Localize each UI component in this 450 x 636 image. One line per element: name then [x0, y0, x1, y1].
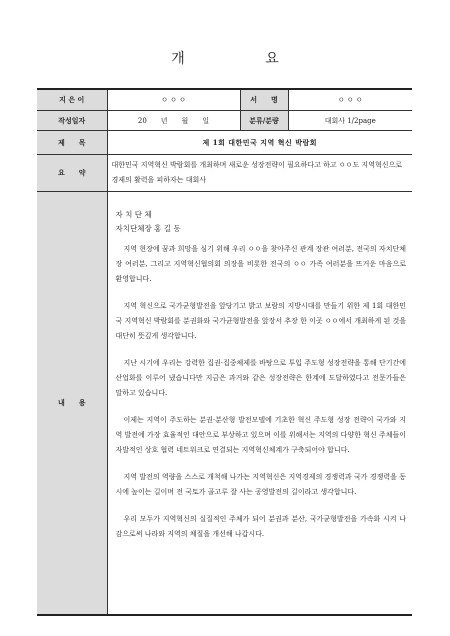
content-label: 내 용 — [37, 192, 107, 616]
paragraph: 지역 발전의 역량을 스스로 개척해 나가는 지역혁신은 지역경제의 경쟁력과 국가 경쟁력을 동시에 높이는 길이며 전 국토가 골고루 잘 사는 공영발전의 길이라고 생각합니다. — [115, 473, 406, 496]
author-label: 지 은 이 — [37, 89, 107, 111]
paragraph: 지역 현장에 꿈과 희망을 심기 위해 우리 ㅇㅇ을 찾아주신 관계 장관 여러분, 전국의 자치단체장 여러분, 그리고 지역혁신협의회 의장을 비롯한 전국의 ㅇㅇ 가족 여러분을 뜨거운 마음으로 환영합니다. — [115, 245, 406, 283]
salutation-line-1: 자 치 단 체 — [115, 210, 152, 219]
summary-form-table — [37, 88, 412, 616]
subject-value: 제 1회 대한민국 지역 혁신 박람회 — [107, 131, 412, 155]
date-value: 20 년 월 일 — [107, 111, 240, 131]
paragraph: 우리 모두가 지역혁신의 실질적인 주체가 되어 분권과 분산, 국가균형발전을 가속화 시켜 나감으로써 나라와 지역의 체질을 개선해 나갑시다. — [115, 515, 406, 538]
category-value: 대회사 1/2page — [288, 111, 412, 131]
signature-label: 서 명 — [240, 89, 288, 111]
author-value: ㅇ ㅇ ㅇ — [107, 89, 240, 111]
paragraph: 지역 혁신으로 국가균형발전을 앞당기고 밝고 보람의 지방시대를 만들기 위한 제 1회 대한민국 지역혁신 박람회를 분권화와 국가균형발전을 앞장서 추장 한 이곳 ㅇㅇ에서 개최하게 된 것을 대단히 뜻깊게 생각합니다. — [115, 302, 406, 340]
salutation — [116, 208, 407, 236]
signature-value: ㅇ ㅇ ㅇ — [288, 89, 412, 111]
document-title: 개 요 — [171, 51, 317, 67]
paragraph: 이제는 지역이 주도하는 분권·분산형 발전모델에 기초한 혁신 주도형 성장 전략이 국가와 지역 발전에 가장 효율적인 대안으로 부상하고 있으며 이를 위해서는 지역의 다양한 혁신 주체들이 자발적인 상호 협력 네트워크로 연결되는 지역혁신체계가 구축되어야 합니다. — [115, 416, 406, 454]
content-body — [107, 192, 412, 616]
paragraph: 지난 시기에 우리는 강력한 집권·집중체제를 바탕으로 투입 주도형 성장전략을 통해 단기간에 산업화를 이루어 냈습니다만 지금은 과거와 같은 성장전략은 한계에 도달하였다고 전문가들은 말하고 있습니다. — [115, 359, 406, 397]
summary-label: 요 약 — [37, 155, 107, 192]
salutation-line-2: 자치단체장 홍 길 동 — [115, 224, 181, 233]
category-label: 분류/분량 — [240, 111, 288, 131]
date-label: 작성일자 — [37, 111, 107, 131]
subject-label: 제 목 — [37, 131, 107, 155]
summary-value: 대한민국 지역혁신 박람회를 개최하며 새로운 성장전략이 필요하다고 하고 ㅇㅇ도 지역혁신으로 경제의 활력을 피하자는 대회사 — [107, 155, 412, 192]
